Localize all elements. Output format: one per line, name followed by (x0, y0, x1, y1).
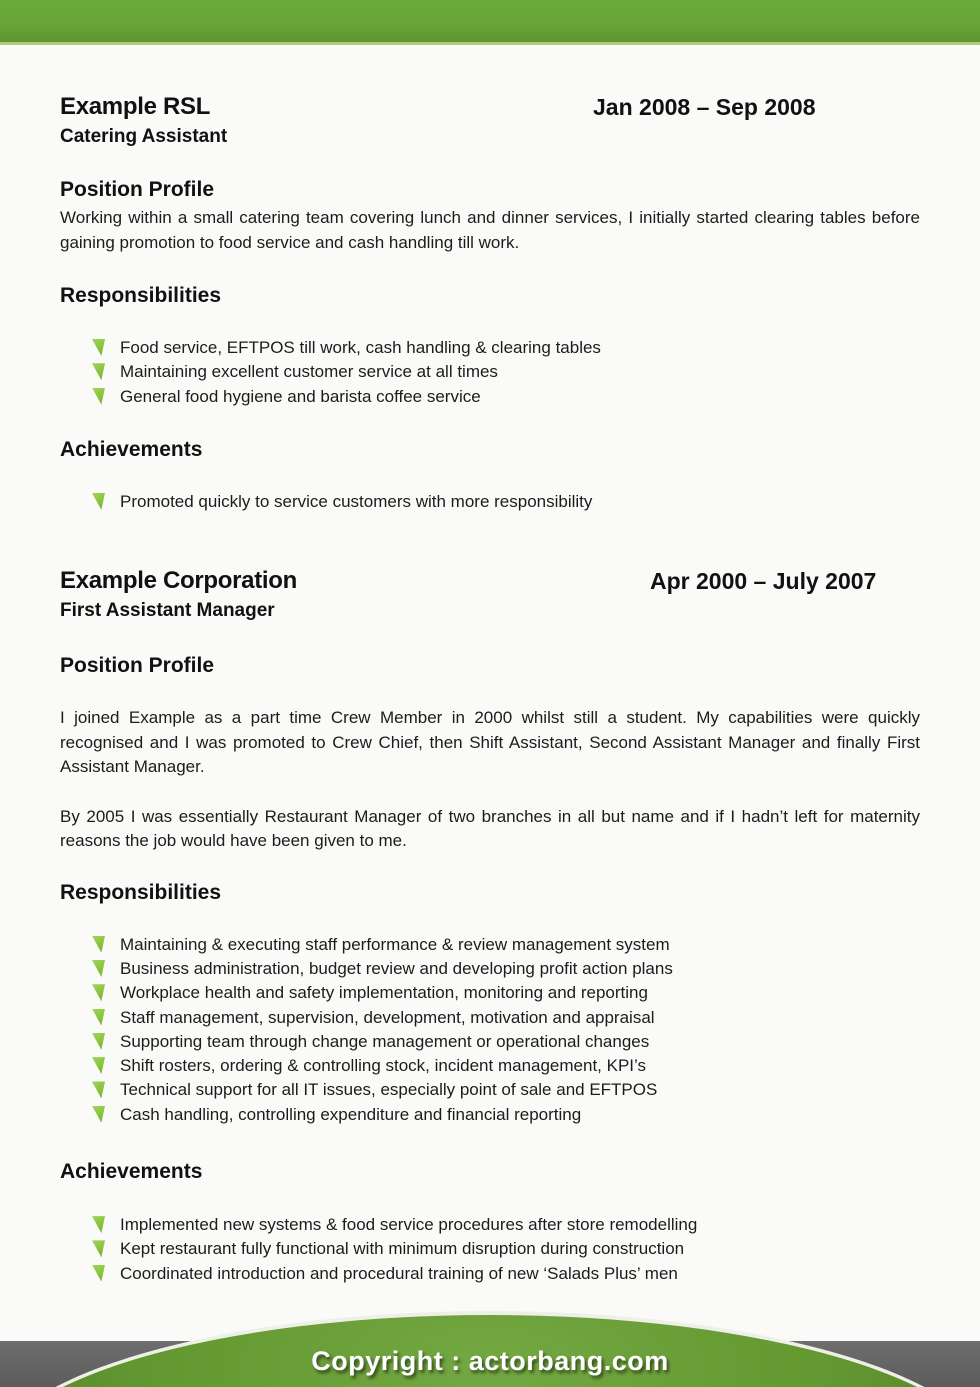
list-item (92, 1237, 920, 1261)
section-heading: Position Profile (60, 178, 215, 201)
section-heading: Achievements (60, 437, 203, 461)
list-item (92, 490, 920, 514)
list-item-text: Staff management, supervision, development, motivation and appraisal (120, 1007, 655, 1027)
list-item (92, 981, 920, 1005)
triangle-bullet-icon (92, 339, 105, 356)
header-accent-bar (0, 0, 980, 45)
list-item-text: Food service, EFTPOS till work, cash handling & clearing tables (120, 338, 601, 357)
triangle-bullet-icon (92, 1265, 105, 1282)
list-item (92, 957, 920, 981)
triangle-bullet-icon (92, 1216, 105, 1233)
list-item-text: Implemented new systems & food service procedures after store remodelling (120, 1215, 698, 1235)
list-item (92, 1103, 920, 1127)
list-item (92, 385, 920, 409)
triangle-bullet-icon (92, 1057, 105, 1074)
job-dates: Apr 2000 – July 2007 (650, 568, 877, 595)
bullet-list (60, 933, 920, 1127)
list-item (92, 1078, 920, 1102)
triangle-bullet-icon (92, 1240, 105, 1257)
triangle-bullet-icon (92, 1009, 105, 1026)
triangle-bullet-icon (92, 960, 105, 977)
paragraph: By 2005 I was essentially Restaurant Manager of two branches in all but name and if I hadn’t left for maternity reasons the job would have been given to me. (60, 806, 920, 851)
job-title: First Assistant Manager (60, 600, 275, 622)
job-entry (60, 566, 920, 1286)
paragraph: Working within a small catering team covering lunch and dinner services, I initially started clearing tables before gaining promotion to food service and cash handling till work. (60, 208, 920, 252)
bullet-list (60, 336, 920, 409)
list-item-text: Kept restaurant fully functional with minimum disruption during construction (120, 1239, 685, 1259)
section-heading: Position Profile (60, 654, 215, 678)
triangle-bullet-icon (92, 363, 105, 380)
list-item-text: General food hygiene and barista coffee service (120, 386, 481, 406)
section-heading: Responsibilities (60, 880, 222, 904)
list-item-text: Promoted quickly to service customers with more responsibility (120, 491, 593, 511)
job-header (60, 566, 920, 596)
triangle-bullet-icon (92, 1033, 105, 1050)
triangle-bullet-icon (92, 1106, 105, 1123)
list-item (92, 1262, 920, 1286)
section-heading: Achievements (60, 1160, 203, 1184)
paragraph: I joined Example as a part time Crew Member in 2000 whilst still a student. My capabilities were quickly recognised and I was promoted to Crew Chief, then Shift Assistant, Second Assistant Manager and finally First Assistant Manager. (60, 708, 920, 777)
list-item-text: Cash handling, controlling expenditure and financial reporting (120, 1104, 582, 1124)
list-item (92, 1054, 920, 1078)
list-item (92, 360, 920, 384)
list-item (92, 1030, 920, 1054)
resume-content (60, 45, 920, 1286)
triangle-bullet-icon (92, 388, 105, 405)
triangle-bullet-icon (92, 1081, 105, 1098)
list-item-text: Maintaining & executing staff performance & review management system (120, 934, 670, 954)
list-item-text: Maintaining excellent customer service at all times (120, 362, 498, 382)
copyright-text: Copyright : actorbang.com (311, 1346, 669, 1376)
triangle-bullet-icon (92, 984, 105, 1001)
job-title: Catering Assistant (60, 126, 228, 147)
bullet-list (60, 490, 920, 514)
list-item (92, 336, 920, 360)
list-item-text: Coordinated introduction and procedural training of new ‘Salads Plus’ men (120, 1263, 678, 1283)
bullet-list (60, 1213, 920, 1286)
list-item-text: Business administration, budget review and developing profit action plans (120, 958, 673, 978)
company-name: Example Corporation (60, 567, 298, 595)
triangle-bullet-icon (92, 493, 105, 510)
job-dates: Jan 2008 – Sep 2008 (593, 94, 816, 120)
list-item-text: Technical support for all IT issues, especially point of sale and EFTPOS (120, 1080, 658, 1100)
list-item (92, 933, 920, 957)
list-item (92, 1213, 920, 1237)
list-item-text: Supporting team through change management or operational changes (120, 1031, 650, 1051)
job-header (60, 92, 920, 122)
triangle-bullet-icon (92, 936, 105, 953)
company-name: Example RSL (60, 93, 211, 120)
section-heading: Responsibilities (60, 284, 222, 307)
list-item-text: Shift rosters, ordering & controlling stock, incident management, KPI’s (120, 1056, 646, 1076)
list-item (92, 1006, 920, 1030)
job-entry (60, 92, 920, 514)
list-item-text: Workplace health and safety implementation, monitoring and reporting (120, 983, 648, 1003)
